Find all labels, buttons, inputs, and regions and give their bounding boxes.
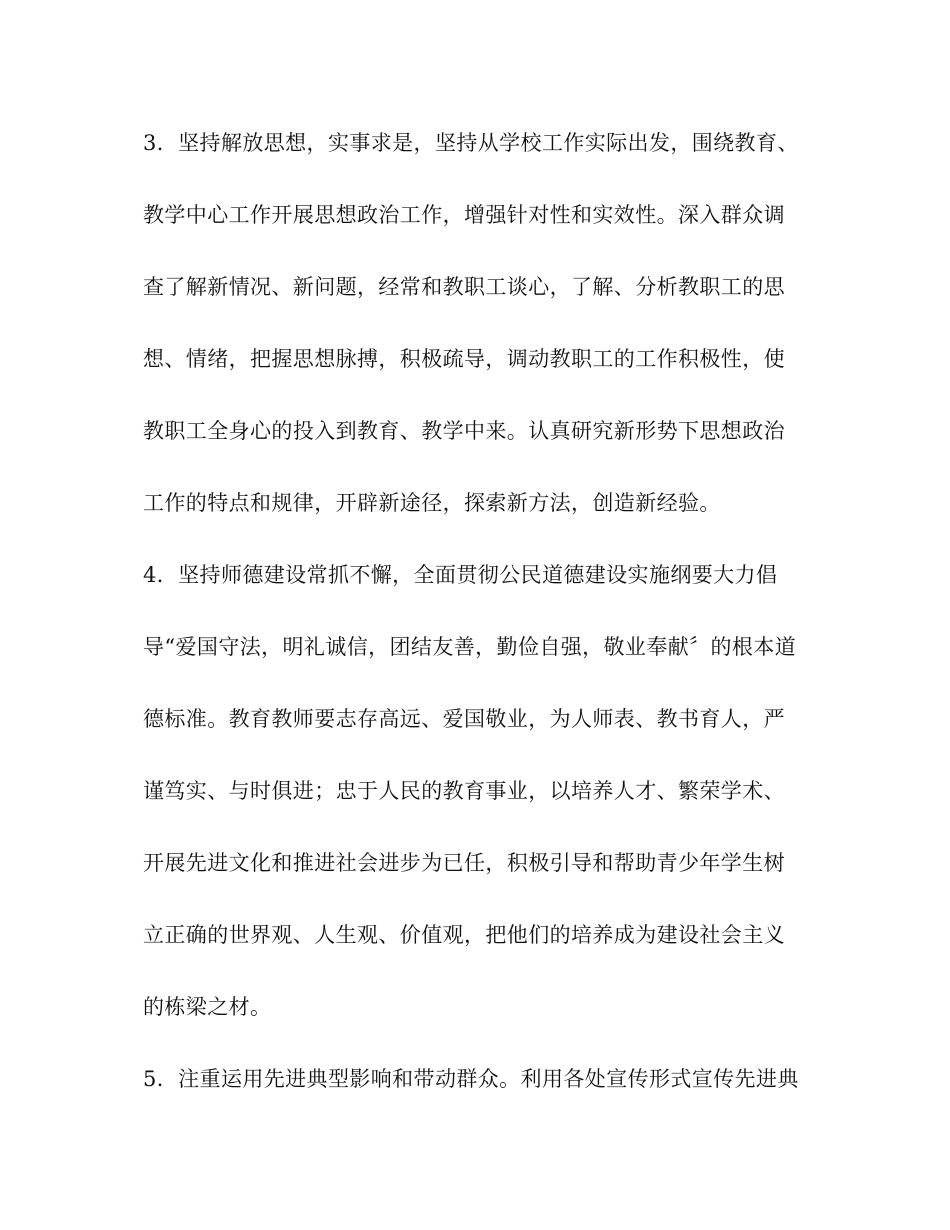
text-line: 想、情绪，把握思想脉搏，积极疏导，调动教职工的工作积极性，使 xyxy=(143,347,785,371)
text-line: 教学中心工作开展思想政治工作，增强针对性和实效性。深入群众调 xyxy=(143,203,785,227)
text-line: 导“爱国守法，明礼诚信，团结友善，勤俭自强，敬业奉献〞的根本道 xyxy=(143,635,797,659)
text-line: 工作的特点和规律，开辟新途径，探索新方法，创造新经验。 xyxy=(143,491,721,515)
text-line: 查了解新情况、新问题，经常和教职工谈心，了解、分析教职工的思 xyxy=(143,275,785,299)
text-line: 立正确的世界观、人生观、价值观，把他们的培养成为建设社会主义 xyxy=(143,923,785,947)
text-line: 开展先进文化和推进社会进步为已任，积极引导和帮助青少年学生树 xyxy=(143,851,785,875)
text-line: 的栋梁之材。 xyxy=(143,995,272,1019)
text-line: 3．坚持解放思想，实事求是，坚持从学校工作实际出发，围绕教育、 xyxy=(143,131,799,155)
text-line: 5．注重运用先进典型影响和带动群众。利用各处宣传形式宣传先进典 xyxy=(143,1067,799,1091)
text-line: 4．坚持师德建设常抓不懈，全面贯彻公民道德建设实施纲要大力倡 xyxy=(143,563,778,587)
text-line: 德标准。教育教师要志存高远、爱国敬业，为人师表、教书育人，严 xyxy=(143,707,785,731)
text-line: 教职工全身心的投入到教育、教学中来。认真研究新形势下思想政治 xyxy=(143,419,785,443)
text-line: 谨笃实、与时俱进；忠于人民的教育事业，以培养人才、繁荣学术、 xyxy=(143,779,785,803)
